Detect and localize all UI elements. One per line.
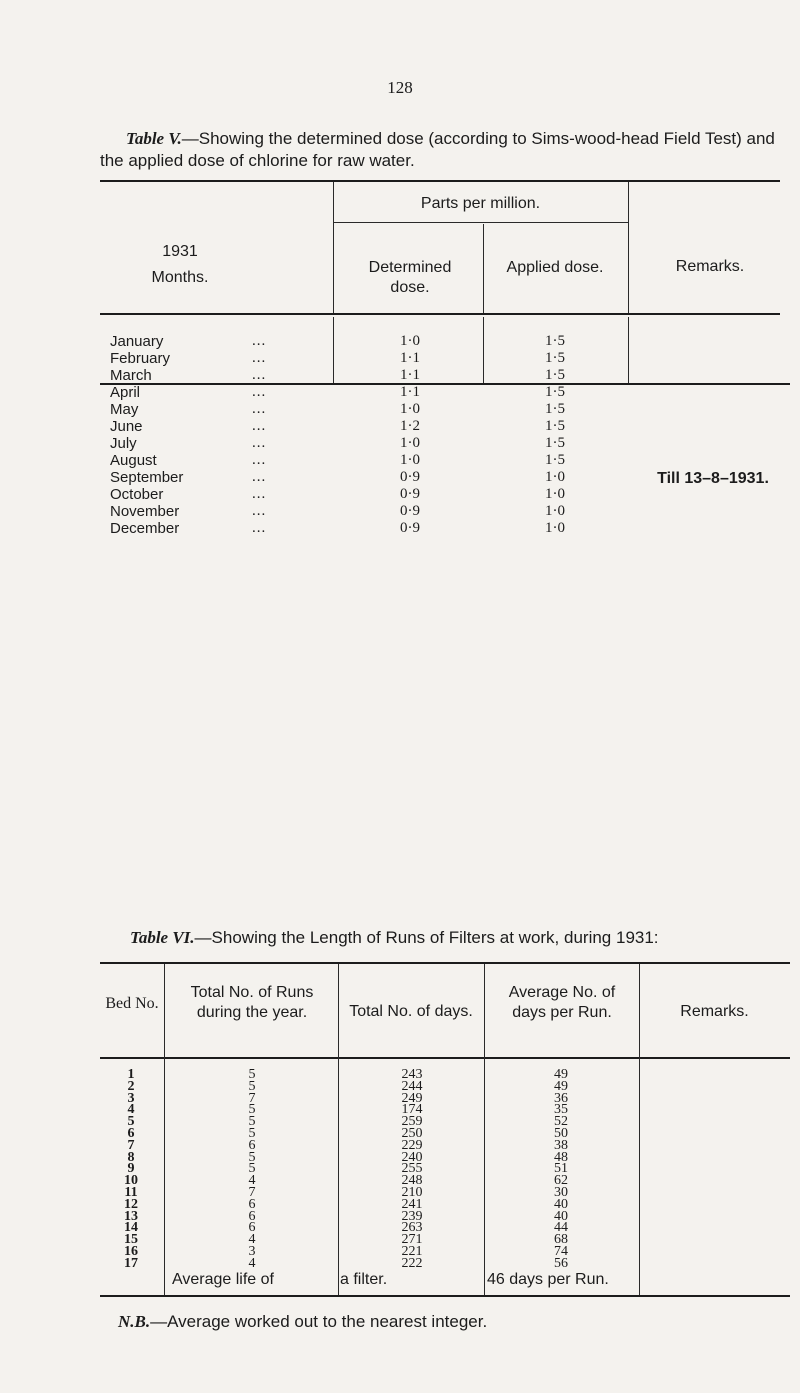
table6-row-bed: 17 xyxy=(124,1256,138,1271)
table5-row-dots: ... xyxy=(252,350,267,366)
table6-row-avg: 35 xyxy=(554,1102,568,1117)
table6-vline xyxy=(484,964,485,1295)
table5-row-applied: 1·5 xyxy=(545,452,565,468)
table5-row-month: July xyxy=(110,435,137,452)
table6-vline xyxy=(164,964,165,1295)
table6-row-bed: 4 xyxy=(127,1102,135,1117)
table6-row-runs: 6 xyxy=(248,1209,256,1224)
table6-row-avg: 49 xyxy=(554,1079,568,1094)
table6-header-bed: Bed No. xyxy=(105,995,159,1012)
table5-header-determined: Determined dose. xyxy=(368,259,452,296)
table5-header-months: Months. xyxy=(151,269,209,286)
table6-row-days: 243 xyxy=(401,1067,423,1082)
table6-row-bed: 12 xyxy=(124,1197,138,1212)
table6-row-runs: 6 xyxy=(248,1220,256,1235)
table6-row-bed: 5 xyxy=(127,1114,135,1129)
table6-summary-a: Average life of xyxy=(172,1271,274,1288)
table5-row-determined: 0·9 xyxy=(400,486,420,502)
table6-caption-text: —Showing the Length of Runs of Filters at work, during 1931: xyxy=(194,928,659,947)
table6-header-runs: Total No. of Runs during the year. xyxy=(190,984,314,1021)
table6-row-runs: 7 xyxy=(248,1185,256,1200)
table6-row-bed: 8 xyxy=(127,1150,135,1165)
table6-row-runs: 5 xyxy=(248,1114,256,1129)
table6-row-runs: 5 xyxy=(248,1102,256,1117)
table6-row-runs: 6 xyxy=(248,1197,256,1212)
table6-row-days: 174 xyxy=(401,1102,423,1117)
table5-row-determined: 1·1 xyxy=(400,367,420,383)
table6-row-runs: 4 xyxy=(248,1256,256,1271)
table5-group-rule xyxy=(333,222,628,223)
table6-row-days: 259 xyxy=(401,1114,423,1129)
table6-row-avg: 68 xyxy=(554,1232,568,1247)
table5-vline xyxy=(628,317,629,383)
table6-summary-c: 46 days per Run. xyxy=(487,1271,609,1288)
table6-row-avg: 38 xyxy=(554,1138,568,1153)
table6-caption-label: Table VI. xyxy=(130,928,195,947)
table5-caption xyxy=(100,128,780,172)
table5-row-month: April xyxy=(110,384,141,401)
table6-row-days: 263 xyxy=(401,1220,423,1235)
table6-row-days: 241 xyxy=(401,1197,423,1212)
table6-header-rule xyxy=(100,1057,790,1059)
table6-row-days: 255 xyxy=(401,1161,423,1176)
table6-row-avg: 51 xyxy=(554,1161,568,1176)
table6-row-avg: 49 xyxy=(554,1067,568,1082)
table5-row-applied: 1·5 xyxy=(545,350,565,366)
table6-row-days: 229 xyxy=(401,1138,423,1153)
table6-row-bed: 2 xyxy=(127,1079,135,1094)
table5-row-month: September xyxy=(110,469,184,486)
table6-row-bed: 14 xyxy=(124,1220,138,1235)
table6-summary-b: a filter. xyxy=(340,1271,388,1288)
table5-caption-label: Table V. xyxy=(126,129,182,148)
table5-header-rule xyxy=(100,313,780,315)
table6-row-days: 271 xyxy=(401,1232,423,1247)
table6-row-bed: 10 xyxy=(124,1173,138,1188)
table5-row-dots: ... xyxy=(252,435,267,451)
table5-row-dots: ... xyxy=(252,367,267,383)
table6-row-days: 244 xyxy=(401,1079,423,1094)
table5-row-dots: ... xyxy=(252,469,267,485)
table6-row-avg: 48 xyxy=(554,1150,568,1165)
page-number: 128 xyxy=(387,78,413,97)
table6-row-runs: 6 xyxy=(248,1138,256,1153)
table6-row-days: 222 xyxy=(401,1256,423,1271)
table5-row-dots: ... xyxy=(252,333,267,349)
table6-row-avg: 52 xyxy=(554,1114,568,1129)
table5-caption-text: —Showing the determined dose (according to Sims-wood-head Field Test) and the applied dose of chlorine for raw water. xyxy=(100,129,775,170)
table5-row-applied: 1·5 xyxy=(545,435,565,451)
table6-row-avg: 40 xyxy=(554,1209,568,1224)
table6-row-avg: 44 xyxy=(554,1220,568,1235)
footnote-label: N.B. xyxy=(118,1312,151,1331)
table5-row-month: November xyxy=(110,503,180,520)
table5-row-applied: 1·5 xyxy=(545,418,565,434)
table5-row-determined: 1·2 xyxy=(400,418,420,434)
table6-row-runs: 5 xyxy=(248,1161,256,1176)
table5-row-applied: 1·5 xyxy=(545,333,565,349)
table5-row-month: October xyxy=(110,486,164,503)
table6-row-days: 248 xyxy=(401,1173,423,1188)
table6-row-bed: 3 xyxy=(127,1091,135,1106)
table5-top-rule xyxy=(100,180,780,182)
table5-row-applied: 1·0 xyxy=(545,503,565,519)
table5-row-dots: ... xyxy=(252,486,267,502)
table5-row-applied: 1·5 xyxy=(545,367,565,383)
table5-row-applied: 1·0 xyxy=(545,520,565,536)
table5-header-applied: Applied dose. xyxy=(506,259,604,276)
table6-row-avg: 62 xyxy=(554,1173,568,1188)
table6-row-days: 221 xyxy=(401,1244,423,1259)
table5-row-dots: ... xyxy=(252,520,267,536)
table5-header-year: 1931 xyxy=(162,243,198,260)
table6-row-runs: 4 xyxy=(248,1173,256,1188)
table5-row-month: August xyxy=(110,452,157,469)
table6-top-rule xyxy=(100,962,790,964)
table6-bottom-rule xyxy=(100,1295,790,1297)
table6-row-avg: 50 xyxy=(554,1126,568,1141)
table5-remark: Till 13–8–1931. xyxy=(657,470,769,487)
table5-row-month: December xyxy=(110,520,180,537)
table5-row-month: May xyxy=(110,401,139,418)
table5-row-determined: 0·9 xyxy=(400,469,420,485)
table6-row-runs: 5 xyxy=(248,1067,256,1082)
table5-row-applied: 1·5 xyxy=(545,384,565,400)
table6-row-avg: 36 xyxy=(554,1091,568,1106)
table6-row-runs: 4 xyxy=(248,1232,256,1247)
table6-row-bed: 13 xyxy=(124,1209,138,1224)
table6-caption xyxy=(130,927,800,949)
table6-row-days: 249 xyxy=(401,1091,423,1106)
table5-row-determined: 1·1 xyxy=(400,350,420,366)
table6-row-avg: 56 xyxy=(554,1256,568,1271)
table5-row-applied: 1·5 xyxy=(545,401,565,417)
table6-row-days: 239 xyxy=(401,1209,423,1224)
table5-row-month: January xyxy=(110,333,164,350)
table5-row-determined: 1·0 xyxy=(400,435,420,451)
table5-row-determined: 0·9 xyxy=(400,503,420,519)
table5-row-determined: 1·0 xyxy=(400,401,420,417)
table6-header-avg: Average No. of days per Run. xyxy=(508,984,616,1021)
table5-row-dots: ... xyxy=(252,418,267,434)
table6-row-bed: 7 xyxy=(127,1138,135,1153)
table5-row-applied: 1·0 xyxy=(545,486,565,502)
table6-row-runs: 7 xyxy=(248,1091,256,1106)
table5-vline xyxy=(483,224,484,313)
table5-header-remarks: Remarks. xyxy=(675,258,745,275)
table6-row-runs: 3 xyxy=(248,1244,256,1259)
table5-row-month: February xyxy=(110,350,171,367)
table5-row-dots: ... xyxy=(252,452,267,468)
table5-row-dots: ... xyxy=(252,401,267,417)
table5-vline xyxy=(333,317,334,383)
table6-row-bed: 11 xyxy=(124,1185,138,1200)
table5-row-determined: 0·9 xyxy=(400,520,420,536)
table5-vline xyxy=(628,182,629,313)
table5-row-dots: ... xyxy=(252,503,267,519)
table6-row-bed: 15 xyxy=(124,1232,138,1247)
table6-row-days: 240 xyxy=(401,1150,423,1165)
table6-header-remarks: Remarks. xyxy=(680,1003,749,1020)
table6-row-avg: 74 xyxy=(554,1244,568,1259)
footnote xyxy=(118,1312,487,1332)
table6-row-days: 210 xyxy=(401,1185,423,1200)
table6-row-runs: 5 xyxy=(248,1126,256,1141)
table5-row-applied: 1·0 xyxy=(545,469,565,485)
table5-row-month: March xyxy=(110,367,152,384)
table6-header-days: Total No. of days. xyxy=(349,1003,473,1020)
table5-row-determined: 1·1 xyxy=(400,384,420,400)
table5-row-determined: 1·0 xyxy=(400,333,420,349)
table6-row-bed: 1 xyxy=(127,1067,135,1082)
table5-row-determined: 1·0 xyxy=(400,452,420,468)
table6-row-bed: 9 xyxy=(127,1161,135,1176)
table6-row-runs: 5 xyxy=(248,1079,256,1094)
table5-header-group: Parts per million. xyxy=(420,195,541,212)
table6-row-avg: 40 xyxy=(554,1197,568,1212)
table5-row-month: June xyxy=(110,418,143,435)
table6-row-avg: 30 xyxy=(554,1185,568,1200)
table6-row-runs: 5 xyxy=(248,1150,256,1165)
table5-vline xyxy=(483,317,484,383)
table6-row-days: 250 xyxy=(401,1126,423,1141)
table6-row-bed: 16 xyxy=(124,1244,138,1259)
table5-row-dots: ... xyxy=(252,384,267,400)
footnote-text: —Average worked out to the nearest integer. xyxy=(150,1312,488,1331)
table6-row-bed: 6 xyxy=(127,1126,135,1141)
